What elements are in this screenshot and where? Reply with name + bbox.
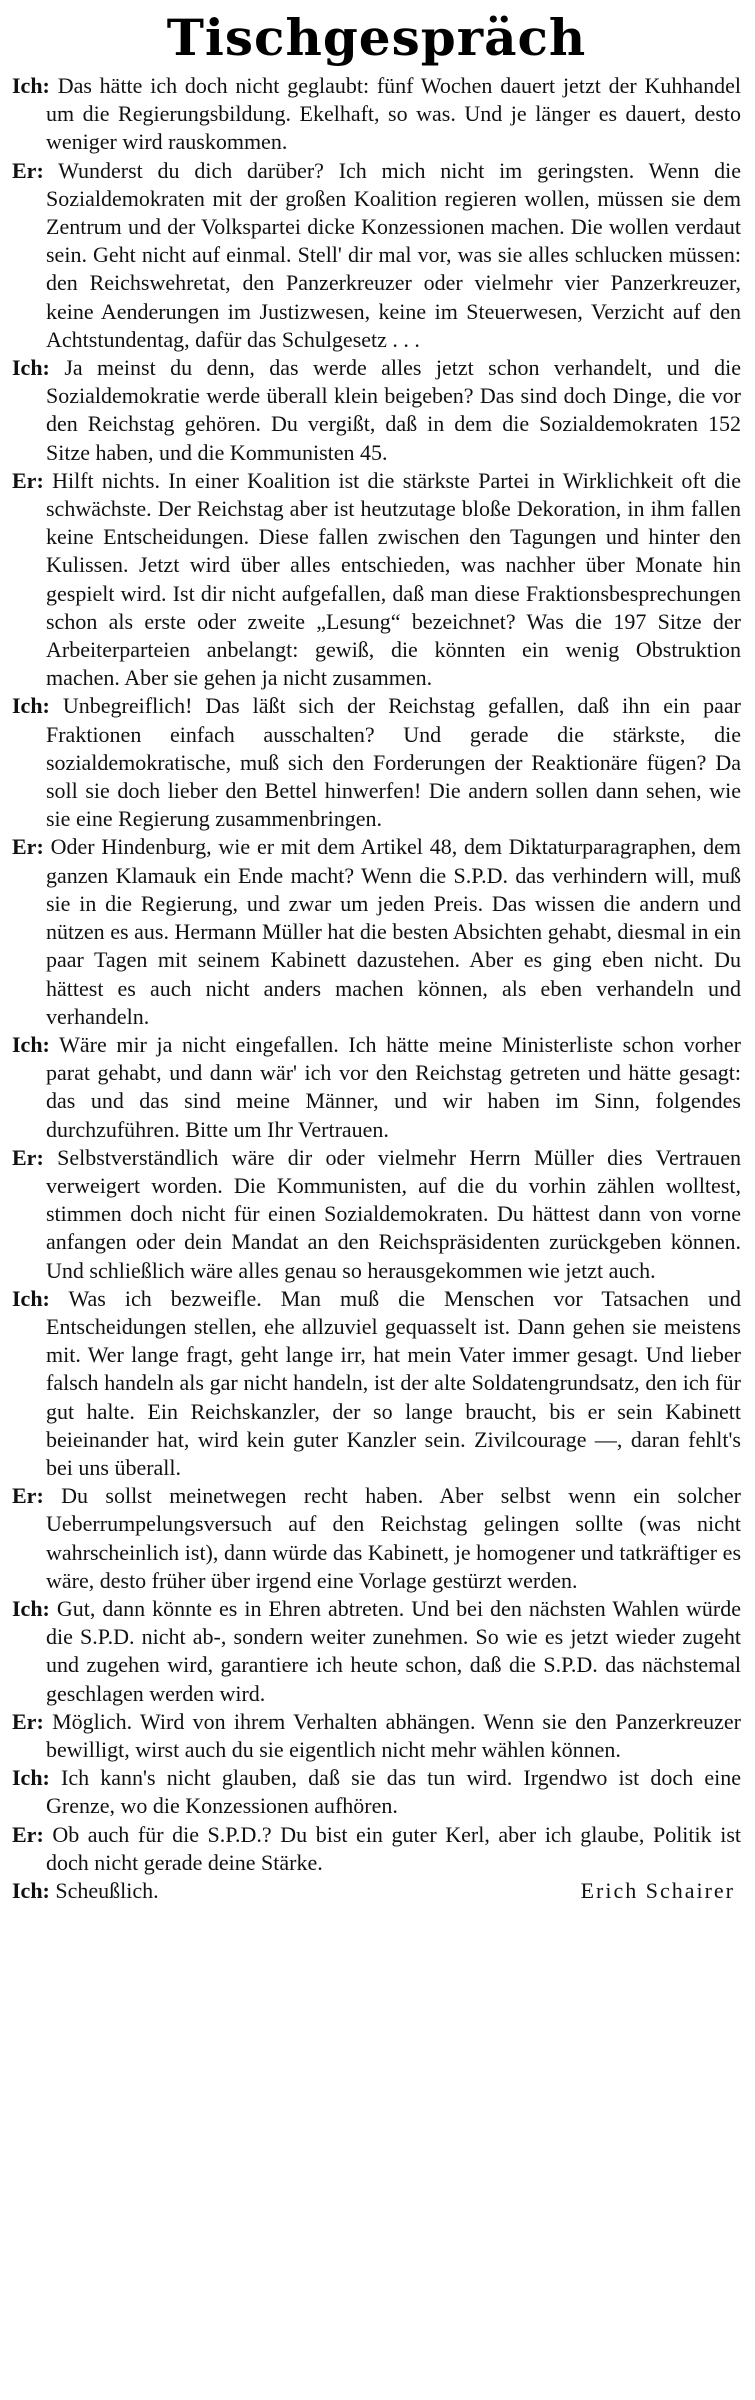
dialogue-turn bbox=[12, 1708, 741, 1764]
speaker-label: Ich: bbox=[12, 73, 50, 98]
dialogue-turn bbox=[12, 72, 741, 157]
speaker-label: Ich: bbox=[12, 1595, 50, 1621]
author-signature: Erich Schairer bbox=[580, 1878, 735, 1904]
turn-text: Möglich. Wird von ihrem Verhalten abhängen. Wenn sie den Panzerkreuzer bewilligt, wirst auch du sie eigentlich nicht mehr wählen können. bbox=[46, 1708, 742, 1762]
dialogue-turn bbox=[12, 1482, 741, 1595]
turn-text: Scheußlich. bbox=[55, 1878, 159, 1903]
dialogue-body bbox=[12, 72, 741, 1905]
turn-text: Ja meinst du denn, das werde alles jetzt schon verhandelt, und die Sozialdemokratie werde überall klein beigeben? Das sind doch Dinge, die vor den Reichstag gehören. Du vergißt, daß in dem die Sozialdemokraten 152 Sitze haben, und die Kommunisten 45. bbox=[46, 355, 741, 465]
turn-text: Hilft nichts. In einer Koalition ist die stärkste Partei in Wirklichkeit oft die schwächste. Der Reichstag aber ist heutzutage bloße Dekoration, in ihm fallen keine Entscheidungen. Diese fallen zwischen den Tagungen und hinter den Kulissen. Jetzt wird über alles entschieden, was nachher über Monate hin gespielt wird. Ist dir nicht aufgefallen, daß man diese Fraktionsbesprechungen schon als erste oder zweite „Lesung“ bezeichnet? Was die 197 Sitze der Arbeiterparteien anbelangt: gewiß, die könnten ein wenig Obstruktion machen. Aber sie gehen ja nicht zusammen. bbox=[46, 467, 742, 691]
turn-text: Du sollst meinetwegen recht haben. Aber selbst wenn ein solcher Ueberrumpelungsversuch auf den Reichstag gelingen sollte (was nicht wahrscheinlich ist), dann würde das Kabinett, je homogener und tatkräftiger es wäre, desto früher über irgend eine Vorlage gestürzt werden. bbox=[46, 1483, 741, 1593]
dialogue-turn bbox=[12, 1031, 741, 1144]
dialogue-turn bbox=[12, 1144, 741, 1285]
dialogue-turn bbox=[12, 1595, 741, 1708]
dialogue-turn bbox=[12, 692, 741, 833]
turn-text: Ich kann's nicht glauben, daß sie das tun wird. Irgendwo ist doch eine Grenze, wo die Konzessionen aufhören. bbox=[46, 1765, 741, 1819]
turn-text: Das hätte ich doch nicht geglaubt: fünf Wochen dauert jetzt der Kuhhandel um die Regierungsbildung. Ekelhaft, so was. Und je länger es dauert, desto weniger wird rauskommen. bbox=[46, 73, 742, 155]
speaker-label: Er: bbox=[12, 467, 44, 493]
turn-text: Gut, dann könnte es in Ehren abtreten. Und bei den nächsten Wahlen würde die S.P.D. nicht ab-, sondern weiter zunehmen. So wie es jetzt wieder zugeht und zugehen wird, garantiere ich heute schon, daß die S.P.D. das nächstemal geschlagen werden wird. bbox=[46, 1595, 741, 1706]
turn-text: Wäre mir ja nicht eingefallen. Ich hätte meine Ministerliste schon vorher parat gehabt, und dann wär' ich vor den Reichstag getreten und hätte gesagt: das und das sind meine Männer, und wir haben im Sinn, folgendes durchzuführen. Bitte um Ihr Vertrauen. bbox=[46, 1031, 741, 1142]
dialogue-turn bbox=[12, 1285, 741, 1482]
turn-text: Oder Hindenburg, wie er mit dem Artikel 48, dem Diktaturparagraphen, dem ganzen Klamauk ein Ende macht? Wenn die S.P.D. das verhindern will, muß sie in die Regierung, und zwar um jeden Preis. Das wissen die andern und nützen es aus. Hermann Müller hat die besten Absichten gehabt, diesmal in ein paar Tagen mit seinem Kabinett dazustehen. Aber es ging eben nicht. Du hättest es auch nicht anders machen können, als eben verhandeln und verhandeln. bbox=[46, 834, 741, 1029]
dialogue-turn bbox=[12, 157, 741, 354]
dialogue-turn bbox=[12, 1821, 741, 1877]
dialogue-turn bbox=[12, 354, 741, 467]
dialogue-turn bbox=[12, 1764, 741, 1820]
speaker-label: Ich: bbox=[12, 693, 50, 719]
speaker-label: Ich: bbox=[12, 1031, 50, 1057]
speaker-label: Ich: bbox=[12, 1878, 50, 1903]
speaker-label: Ich: bbox=[12, 1765, 50, 1791]
speaker-label: Er: bbox=[12, 1144, 44, 1170]
speaker-label: Ich: bbox=[12, 355, 50, 381]
speaker-label: Er: bbox=[12, 1483, 44, 1509]
turn-text: Unbegreiflich! Das läßt sich der Reichstag gefallen, daß ihn ein paar Fraktionen einfach ausschalten? Und gerade die stärkste, die sozialdemokratische, muß sich den Forderungen der Reaktionäre fügen? Da soll sie doch lieber den Bettel hinwerfen! Die andern sollen dann sehen, wie sie eine Regierung zusammenbringen. bbox=[46, 693, 741, 832]
turn-text: Wunderst du dich darüber? Ich mich nicht im geringsten. Wenn die Sozialdemokraten mit der großen Koalition regieren wollen, müssen sie dem Zentrum und der Volkspartei dicke Konzessionen machen. Die wollen verdaut sein. Geht nicht auf einmal. Stell' dir mal vor, was sie alles schlucken müssen: den Reichswehretat, den Panzerkreuzer oder vielmehr vier Panzerkreuzer, keine Aenderungen im Justizwesen, keine im Steuerwesen, Verzicht auf den Achtstundentag, dafür das Schulgesetz . . . bbox=[46, 157, 741, 352]
speaker-label: Er: bbox=[12, 1821, 44, 1847]
speaker-label: Er: bbox=[12, 157, 44, 183]
turn-text: Ob auch für die S.P.D.? Du bist ein guter Kerl, aber ich glaube, Politik ist doch nicht gerade deine Stärke. bbox=[46, 1821, 741, 1875]
turn-text: Was ich bezweifle. Man muß die Menschen vor Tatsachen und Entscheidungen stellen, ehe allzuviel gequasselt ist. Dann gehen sie meistens mit. Wer lange fragt, geht lange irr, hat mein Vater immer gesagt. Und lieber falsch handeln als gar nicht handeln, ist der alte Soldatengrundsatz, den ich für gut halte. Ein Reichskanzler, der so lange braucht, bis er sein Kabinett beieinander hat, wird kein guter Kanzler sein. Zivilcourage —, daran fehlt's bei uns überall. bbox=[46, 1285, 741, 1480]
article-title: Tischgespräch bbox=[166, 8, 587, 67]
speaker-label: Er: bbox=[12, 1708, 44, 1734]
speaker-label: Ich: bbox=[12, 1285, 50, 1311]
dialogue-turn bbox=[12, 833, 741, 1030]
turn-text: Selbstverständlich wäre dir oder vielmehr Herrn Müller dies Vertrauen verweigert worden. Die Kommunisten, auf die du vorhin zählen wolltest, stimmen doch nicht für einen Sozialdemokraten. Du hättest dann von vorne anfangen oder dein Mandat an den Reichspräsidenten zurückgeben können. Und schließlich wäre alles genau so herausgekommen wie jetzt auch. bbox=[46, 1144, 742, 1283]
dialogue-turn bbox=[12, 467, 741, 693]
speaker-label: Er: bbox=[12, 834, 44, 860]
